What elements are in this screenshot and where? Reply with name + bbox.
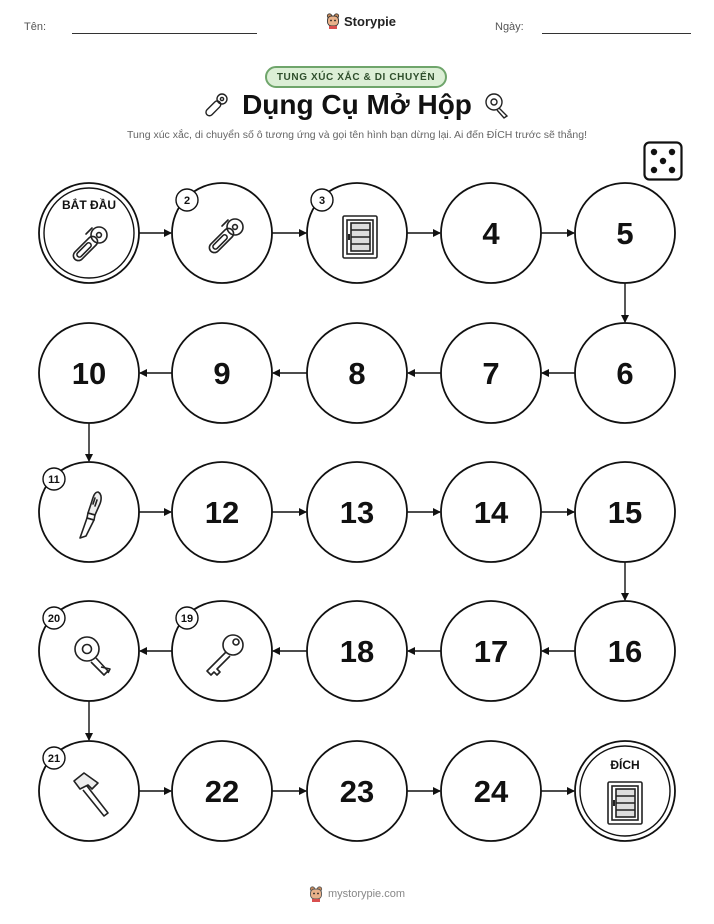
space-number: 13	[339, 495, 375, 530]
date-label: Ngày:	[495, 21, 524, 33]
activity-badge: TUNG XÚC XẮC & DI CHUYỂN	[265, 66, 447, 88]
space-number: 19	[180, 613, 194, 625]
brand-name: Storypie	[344, 13, 397, 29]
board-space-7[interactable]	[441, 323, 541, 423]
board-space-18[interactable]	[307, 601, 407, 701]
board-space-11[interactable]	[39, 462, 139, 562]
space-number: 9	[213, 356, 231, 391]
space-number: 17	[473, 634, 509, 669]
board-space-9[interactable]	[172, 323, 272, 423]
board-space-25[interactable]	[575, 741, 675, 841]
space-number: 24	[473, 774, 509, 809]
space-number: 18	[339, 634, 375, 669]
space-number: 6	[616, 356, 634, 391]
footer-url: mystorypie.com	[327, 888, 406, 900]
board-space-17[interactable]	[441, 601, 541, 701]
space-number: 2	[183, 195, 191, 207]
space-number: 23	[339, 774, 375, 809]
finish-label: ĐÍCH	[610, 758, 640, 772]
board-space-3[interactable]	[307, 183, 407, 283]
board-space-5[interactable]	[575, 183, 675, 283]
board-space-4[interactable]	[441, 183, 541, 283]
page-title: Dụng Cụ Mở Hộp	[242, 89, 472, 120]
board-space-12[interactable]	[172, 462, 272, 562]
board-space-20[interactable]	[39, 601, 139, 701]
board-space-14[interactable]	[441, 462, 541, 562]
name-label: Tên:	[24, 21, 47, 33]
start-label: BẮT ĐẦU	[62, 198, 116, 212]
board-space-10[interactable]	[39, 323, 139, 423]
board-space-21[interactable]	[39, 741, 139, 841]
space-number: 10	[71, 356, 107, 391]
board-space-22[interactable]	[172, 741, 272, 841]
board-space-6[interactable]	[575, 323, 675, 423]
instructions: Tung xúc xắc, di chuyển số ô tương ứng và gọi tên hình bạn dừng lại. Ai đến ĐÍCH trước sẽ thắng!	[126, 129, 587, 141]
board-space-16[interactable]	[575, 601, 675, 701]
board-space-15[interactable]	[575, 462, 675, 562]
space-number: 14	[473, 495, 509, 530]
space-number: 3	[318, 195, 326, 207]
space-number: 8	[348, 356, 366, 391]
board-space-13[interactable]	[307, 462, 407, 562]
space-number: 4	[482, 216, 500, 251]
space-number: 7	[482, 356, 500, 391]
space-number: 21	[47, 753, 61, 765]
board-space-19[interactable]	[172, 601, 272, 701]
storypie-mascot-icon	[309, 886, 323, 902]
board-space-2[interactable]	[172, 183, 272, 283]
board-space-1[interactable]	[39, 183, 139, 283]
space-number: 5	[616, 216, 634, 251]
space-number: 20	[47, 613, 61, 625]
space-number: 11	[48, 474, 60, 486]
footer	[0, 886, 714, 902]
board-space-24[interactable]	[441, 741, 541, 841]
space-number: 12	[204, 495, 240, 530]
space-number: 15	[607, 495, 643, 530]
space-number: 16	[607, 634, 643, 669]
board-space-8[interactable]	[307, 323, 407, 423]
board-space-23[interactable]	[307, 741, 407, 841]
space-number: 22	[204, 774, 240, 809]
